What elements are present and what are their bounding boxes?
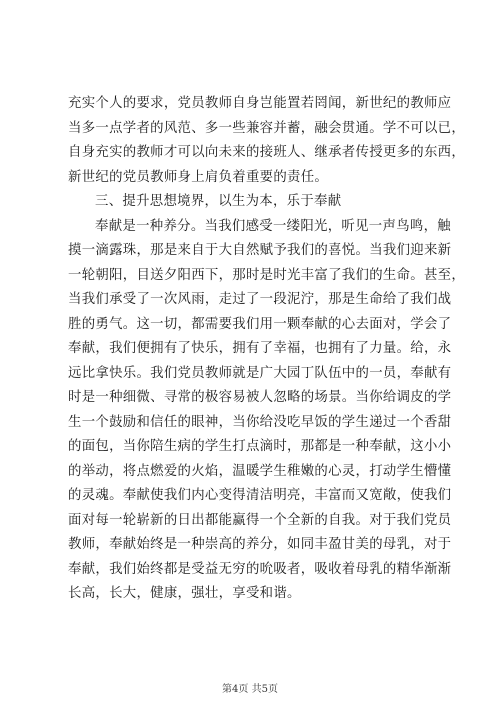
text-line: 时是一种细微、寻常的极容易被人忽略的场景。当你给调皮的学	[68, 390, 452, 405]
text-line: 当多一点学者的风范、多一些兼容并蓄，融会贯通。学不可以已，	[68, 120, 466, 136]
text-line: 长高，长大，健康，强壮，享受和谐。	[68, 586, 301, 601]
text-line: 教师，奉献始终是一种崇高的养分，如同丰盈甘美的母乳，对于	[68, 537, 452, 552]
text-line: 新世纪的党员教师身上肩负着重要的责任。	[68, 169, 329, 185]
text-line: 一轮朝阳，目送夕阳西下，那时是时光丰富了我们的生命。甚至，	[68, 267, 466, 283]
text-line: 当我们承受了一次风雨，走过了一段泥泞，那是生命给了我们战	[68, 292, 452, 307]
text-line: 远比拿快乐。我们党员教师就是广大园丁队伍中的一员，奉献有	[68, 365, 452, 381]
text-line: 奉献，我们便拥有了快乐，拥有了幸福，也拥有了力量。给，永	[68, 341, 452, 356]
text-line: 摸一滴露珠，那是来自于大自然赋予我们的喜悦。当我们迎来新	[68, 243, 452, 258]
text-line: 面对每一轮崭新的日出都能赢得一个全新的自我。对于我们党员	[68, 512, 452, 528]
text-line: 生一个鼓励和信任的眼神，当你给没吃早饭的学生递过一个香甜	[68, 414, 452, 430]
body-text	[68, 92, 466, 607]
text-line: 奉献，我们始终都是受益无穷的吮吸者，吸收着母乳的精华渐渐	[68, 561, 452, 577]
page-footer: 第4页 共5页	[222, 684, 278, 695]
section-heading: 三、提升思想境界，以生为本，乐于奉献	[95, 194, 342, 209]
text-line: 的举动，将点燃爱的火焰，温暖学生稚嫩的心灵，打动学生懵懂	[68, 463, 452, 479]
text-line: 奉献是一种养分。当我们感受一缕阳光，听见一声鸟鸣，触	[95, 218, 451, 234]
text-line: 自身充实的教师才可以向未来的接班人、继承者传授更多的东西，	[68, 145, 466, 160]
text-line: 的灵魂。奉献使我们内心变得清洁明亮，丰富而又宽敞，使我们	[68, 488, 452, 503]
text-line: 充实个人的要求，党员教师自身岂能置若罔闻，新世纪的教师应	[68, 96, 452, 111]
text-line: 的面包，当你陪生病的学生打点滴时，那都是一种奉献，这小小	[68, 439, 452, 454]
text-line: 胜的勇气。这一切，都需要我们用一颗奉献的心去面对，学会了	[68, 316, 452, 332]
